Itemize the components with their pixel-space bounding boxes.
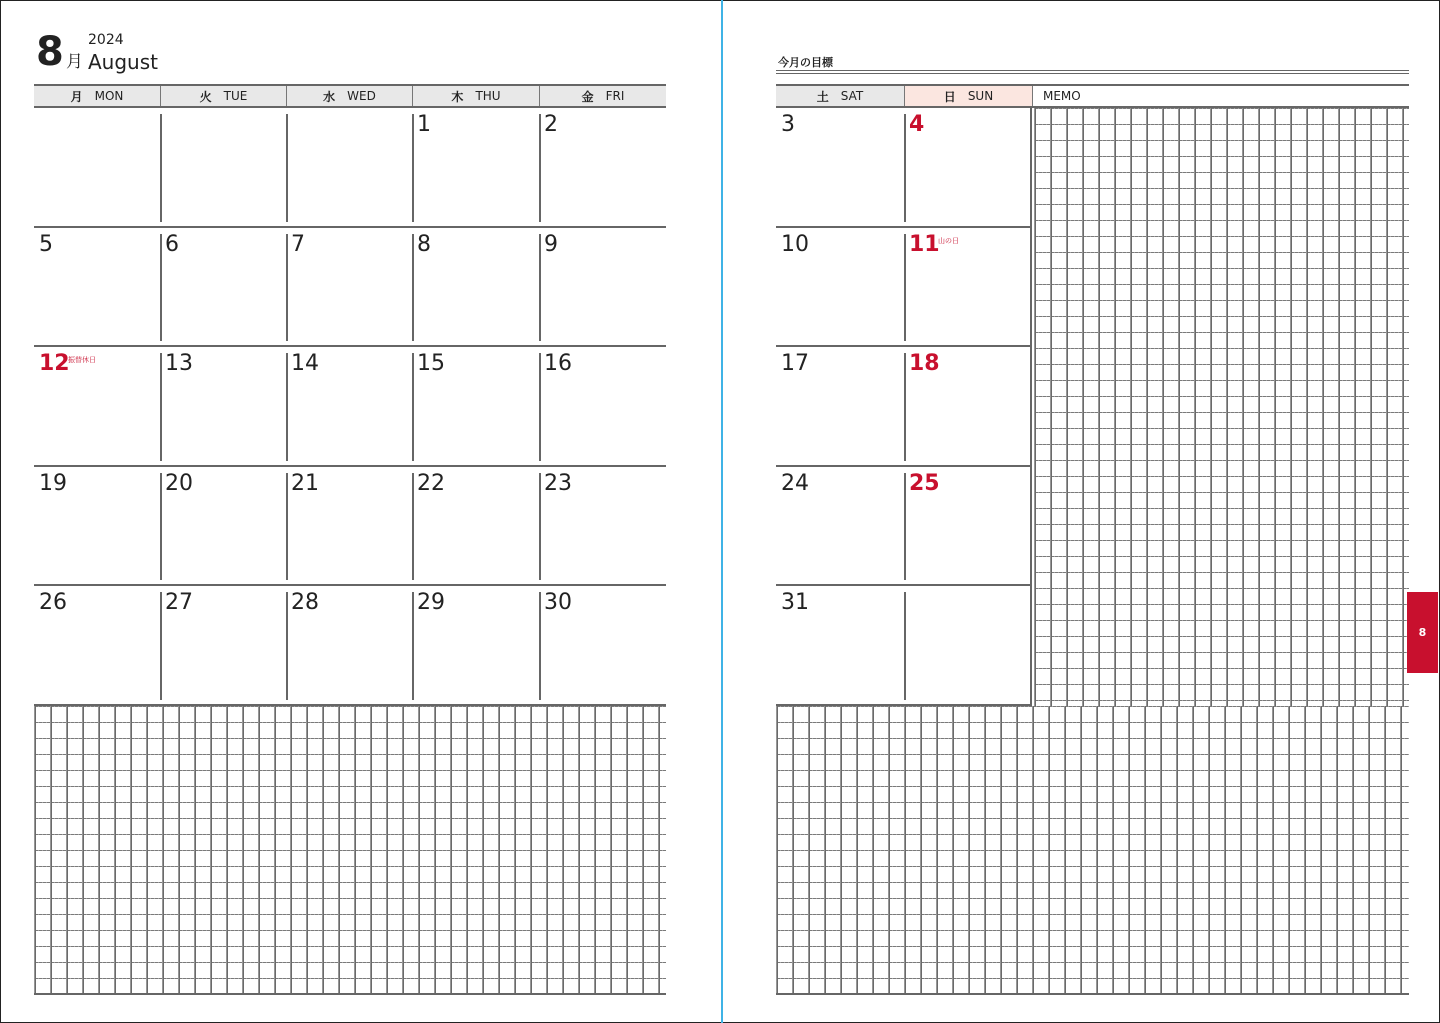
holiday-label: 振替休日 [68,356,96,365]
day-number: 5 [39,231,53,257]
day-cell[interactable] [776,108,904,228]
day-number: 25 [909,470,940,496]
day-number: 14 [291,351,319,377]
memo-header: MEMO [1032,86,1409,106]
day-number: 29 [417,590,445,616]
day-number: 22 [417,470,445,496]
notes-grid-right [776,706,1409,994]
weekday-header-tue [160,86,286,106]
day-cell[interactable] [286,347,412,467]
weekday-kanji: 月 [70,89,83,104]
day-cell[interactable] [412,586,539,706]
day-cell[interactable] [539,347,666,467]
cell-divider [160,473,162,581]
cell-divider [412,592,414,700]
day-number: 2 [544,112,558,137]
weekday-kanji: 日 [943,89,956,104]
weekday-english: THU [475,89,501,103]
day-cell[interactable] [286,228,412,348]
weekday-header-sun [904,86,1032,106]
cell-divider [412,114,414,222]
day-cell[interactable] [904,228,1032,348]
weekday-header-sat [776,86,904,106]
day-cell[interactable] [286,467,412,587]
cell-divider [160,234,162,342]
day-cell[interactable] [412,347,539,467]
day-number: 17 [781,351,809,377]
day-cell[interactable] [160,228,286,348]
cell-divider [904,473,906,581]
weekday-kanji: 水 [323,89,336,104]
day-number: 4 [909,112,925,137]
day-cell[interactable] [904,586,1032,706]
cell-divider [539,592,541,700]
day-cell[interactable] [539,108,666,228]
day-cell[interactable] [286,108,412,228]
weekday-english: FRI [605,89,625,103]
day-cell[interactable] [34,228,160,348]
day-number: 18 [909,351,940,377]
bottom-rule-right [776,993,1409,995]
weekday-header-mon [34,86,160,106]
day-cell[interactable] [286,586,412,706]
binding-spine [721,0,723,1023]
weekday-english: SAT [840,89,864,103]
cell-divider [904,234,906,342]
cell-divider [904,353,906,461]
day-number: 13 [165,351,193,377]
day-cell[interactable] [539,467,666,587]
day-number: 27 [165,590,193,616]
day-number: 31 [781,590,809,616]
holiday-label: 山の日 [938,236,959,245]
day-cell[interactable] [412,467,539,587]
day-cell[interactable] [904,108,1032,228]
weekday-header-right [776,84,1409,108]
day-number: 11 [909,231,940,257]
day-number: 6 [165,231,179,257]
cell-divider [412,473,414,581]
cell-divider [539,234,541,342]
day-number: 3 [781,112,795,137]
weekday-kanji: 火 [199,89,212,104]
day-number: 9 [544,231,558,257]
calendar-right [776,108,1032,706]
day-number: 1 [417,112,431,137]
day-cell[interactable] [160,108,286,228]
cell-divider [412,234,414,342]
calendar-left [34,108,666,706]
cell-divider [160,114,162,222]
day-number: 21 [291,470,319,496]
month-index-tab[interactable]: 8 [1407,592,1438,673]
cell-divider [286,234,288,342]
day-number: 19 [39,470,67,496]
weekday-header-thu [412,86,539,106]
weekday-header-left [34,84,666,108]
day-cell[interactable] [412,108,539,228]
bottom-rule-left [34,993,666,995]
day-cell[interactable] [160,467,286,587]
month-english: August [88,50,158,74]
cell-divider [539,473,541,581]
cell-divider [904,114,906,222]
day-cell[interactable] [539,228,666,348]
day-cell[interactable] [776,347,904,467]
day-cell[interactable] [904,467,1032,587]
weekday-kanji: 金 [581,89,594,104]
cell-divider [286,473,288,581]
cell-divider [539,114,541,222]
day-cell[interactable] [412,228,539,348]
day-cell[interactable] [160,347,286,467]
goal-rule [776,70,1409,74]
day-number: 8 [417,231,431,257]
day-cell[interactable] [776,586,904,706]
day-cell[interactable] [34,347,160,467]
day-number: 15 [417,351,445,377]
cell-divider [286,114,288,222]
memo-grid [1034,108,1409,706]
day-number: 23 [544,470,572,496]
day-cell[interactable] [34,586,160,706]
day-number: 28 [291,590,319,616]
day-cell[interactable] [776,228,904,348]
day-cell[interactable] [34,467,160,587]
day-cell[interactable] [34,108,160,228]
day-cell[interactable] [160,586,286,706]
notes-grid-left [34,706,666,994]
weekday-header-wed [286,86,412,106]
month-number: 8 [36,29,64,75]
day-cell[interactable] [904,347,1032,467]
cell-divider [160,592,162,700]
day-number: 20 [165,470,193,496]
day-number: 24 [781,470,809,496]
cell-divider [286,353,288,461]
month-kanji: 月 [66,52,83,72]
cell-divider [539,353,541,461]
cell-divider [904,592,906,700]
weekday-english: MON [94,89,124,103]
cell-divider [286,592,288,700]
day-number: 26 [39,590,67,616]
year-label: 2024 [88,32,124,48]
day-number: 10 [781,231,809,257]
day-number: 12 [39,351,70,377]
day-cell[interactable] [539,586,666,706]
weekday-header-fri [539,86,666,106]
day-number: 7 [291,231,305,257]
weekday-english: TUE [223,89,248,103]
monthly-goal-label: 今月の目標 [778,56,833,69]
day-number: 30 [544,590,572,616]
weekday-kanji: 木 [451,89,464,104]
day-cell[interactable] [776,467,904,587]
cell-divider [160,353,162,461]
weekday-english: SUN [967,89,994,103]
weekday-english: WED [347,89,376,103]
weekday-kanji: 土 [816,89,829,104]
day-number: 16 [544,351,572,377]
cell-divider [412,353,414,461]
